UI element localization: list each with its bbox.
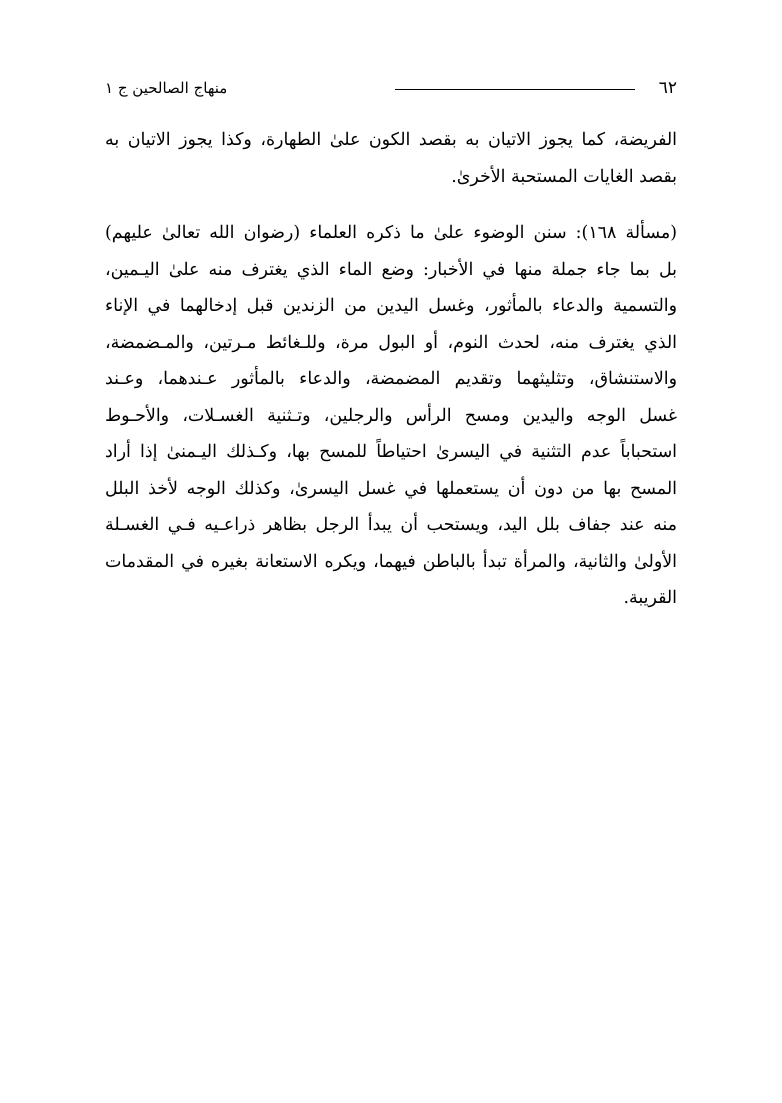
text-line: الذي يغترف منه، لحدث النوم، أو البول مرة، وللـغائط مـرتين، والمـضمضة، — [105, 332, 677, 353]
text-line: القريبة. — [623, 588, 677, 608]
header-rule — [395, 89, 635, 90]
running-title: منهاج الصالحين ج ١ — [105, 79, 228, 97]
text-line: الأولىٰ والثانية، والمرأة تبدأ بالباطن فيهما، ويكره الاستعانة بغيره في المقدمات — [105, 551, 677, 572]
body-text — [105, 122, 677, 617]
page-number: ٦٢ — [658, 78, 677, 98]
text-line: منه عند جفاف بلل اليد، ويستحب أن يبدأ الرجل بظاهر ذراعـيه فـي الغسـلة — [105, 515, 677, 535]
text-line: بل بما جاء جملة منها في الأخبار: وضع الماء الذي يغترف منه علىٰ اليـمين، — [105, 259, 677, 280]
paragraph — [105, 122, 677, 195]
paragraph — [105, 215, 677, 617]
paragraph-gap — [105, 195, 677, 215]
text-line: الفريضة، كما يجوز الاتيان به بقصد الكون علىٰ الطهارة، وكذا يجوز الاتيان به — [105, 130, 677, 150]
page-header — [105, 74, 677, 102]
text-line: المسح بها من دون أن يستعملها في غسل اليسرىٰ، وكذلك الوجه لأخذ البلل — [105, 478, 677, 499]
text-line: غسل الوجه واليدين ومسح الرأس والرجلين، وتـثنية الغسـلات، والأحـوط — [105, 405, 677, 426]
text-line: (مسألة ١٦٨): سنن الوضوء علىٰ ما ذكره العلماء (رضوان الله تعالىٰ عليهم) — [105, 223, 677, 243]
text-line: استحباباً عدم التثنية في اليسرىٰ احتياطاً للمسح بها، وكـذلك اليـمنىٰ إذا أراد — [105, 442, 677, 462]
text-line: بقصد الغايات المستحبة الأخرىٰ. — [451, 166, 677, 187]
text-line: والاستنشاق، وتثليثهما وتقديم المضمضة، والدعاء بالمأثور عـندهما، وعـند — [105, 369, 677, 389]
text-line: والتسمية والدعاء بالمأثور، وغسل اليدين من الزندين قبل إدخالهما في الإناء — [105, 296, 677, 316]
